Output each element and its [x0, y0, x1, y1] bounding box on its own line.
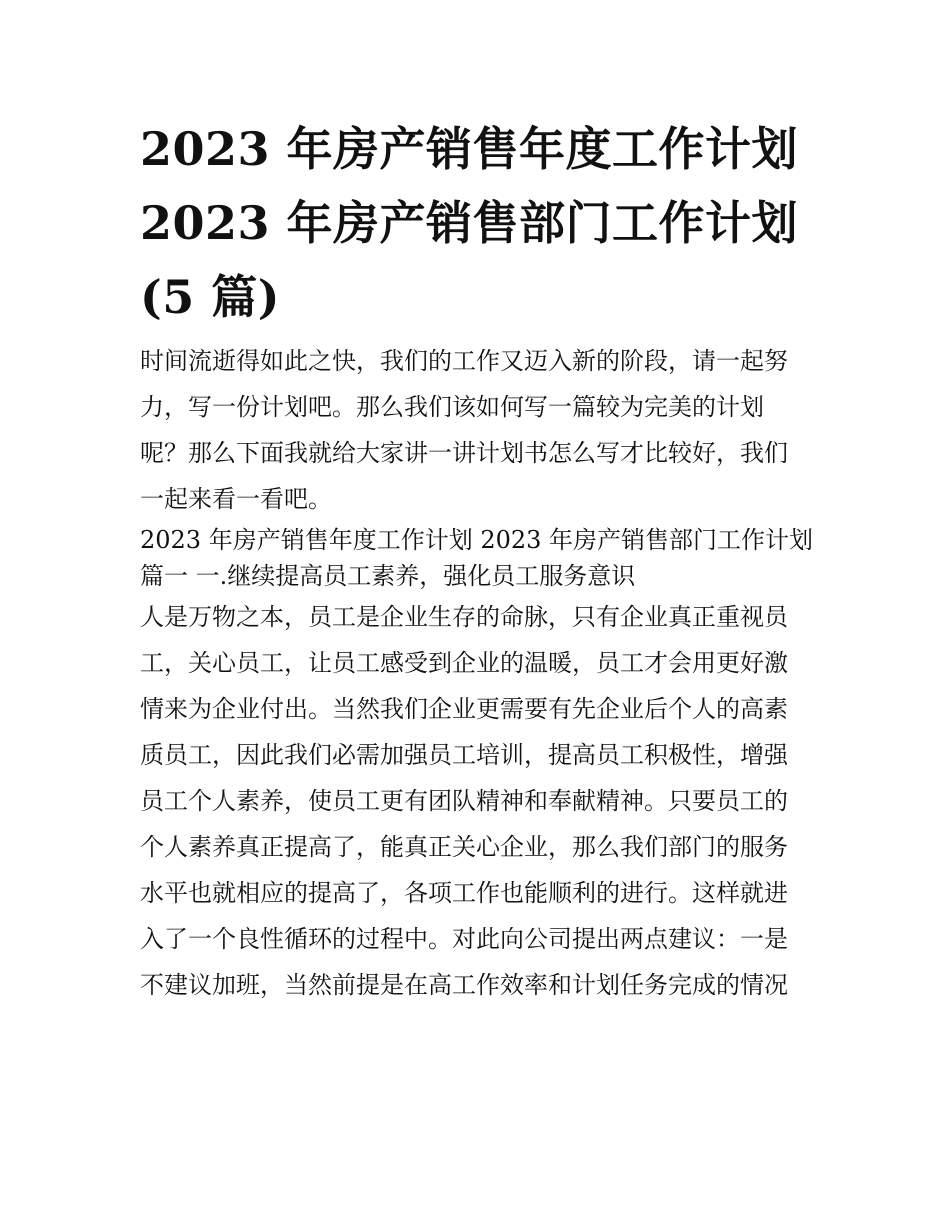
text-line: 不建议加班，当然前提是在高工作效率和计划任务完成的情况 [140, 971, 788, 999]
heading-line: 2023 年房产销售年度工作计划 2023 年房产销售部门工作计划 [140, 526, 814, 554]
text-line: 水平也就相应的提高了，各项工作也能顺利的进行。这样就进 [140, 879, 788, 907]
body-paragraph [140, 594, 814, 1008]
title-line: 2023 年房产销售年度工作计划 [140, 122, 799, 176]
text-line: 人是万物之本，员工是企业生存的命脉，只有企业真正重视员 [140, 603, 788, 631]
title-line: (5 篇) [140, 270, 281, 324]
intro-paragraph [140, 338, 814, 522]
heading-line: 篇一 一.继续提高员工素养，强化员工服务意识 [140, 562, 636, 590]
text-line: 质员工，因此我们必需加强员工培训，提高员工积极性，增强 [140, 741, 788, 769]
text-line: 时间流逝得如此之快，我们的工作又迈入新的阶段，请一起努 [140, 347, 788, 375]
text-line: 个人素养真正提高了，能真正关心企业，那么我们部门的服务 [140, 833, 788, 861]
text-line: 呢？那么下面我就给大家讲一讲计划书怎么写才比较好，我们 [140, 439, 788, 467]
text-line: 力，写一份计划吧。那么我们该如何写一篇较为完美的计划 [140, 393, 764, 421]
text-line: 员工个人素养，使员工更有团队精神和奉献精神。只要员工的 [140, 787, 788, 815]
text-line: 入了一个良性循环的过程中。对此向公司提出两点建议：一是 [140, 925, 788, 953]
text-line: 情来为企业付出。当然我们企业更需要有先企业后个人的高素 [140, 695, 788, 723]
title-line: 2023 年房产销售部门工作计划 [140, 196, 799, 250]
document-title [140, 112, 814, 334]
text-line: 一起来看一看吧。 [140, 485, 332, 513]
text-line: 工，关心员工，让员工感受到企业的温暖，员工才会用更好激 [140, 649, 788, 677]
document-body [140, 338, 814, 1008]
section-heading [140, 522, 814, 594]
